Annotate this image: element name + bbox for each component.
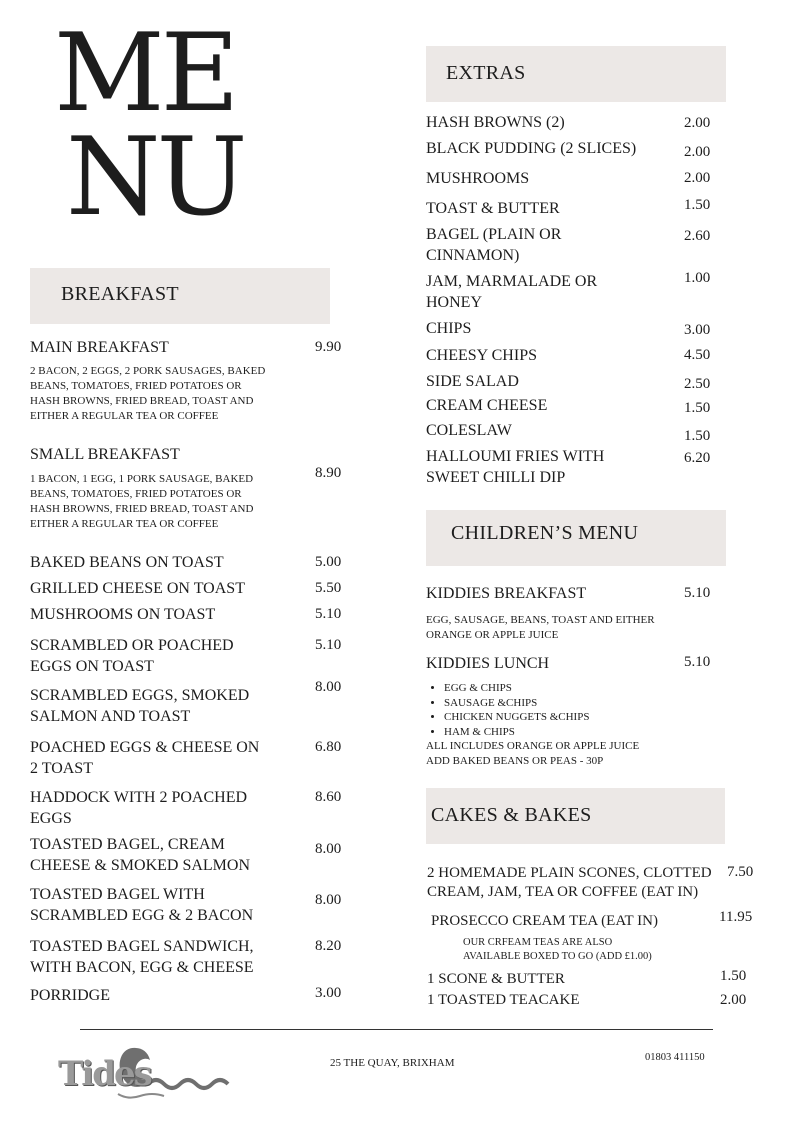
extras-item-price: 2.00 [684, 144, 711, 160]
breakfast-item-name: PORRIDGE [30, 987, 111, 1004]
extras-item-name: COLESLAW [426, 422, 512, 439]
kiddies-breakfast-name: KIDDIES BREAKFAST [426, 585, 587, 602]
small-breakfast-price: 8.90 [315, 465, 342, 481]
breakfast-item-name: TOASTED BAGEL WITH SCRAMBLED EGG & 2 BACON [30, 886, 254, 924]
breakfast-item-price: 8.60 [315, 789, 342, 805]
breakfast-item-price: 8.20 [315, 938, 342, 954]
scone-butter-name: 1 SCONE & BUTTER [427, 971, 565, 987]
breakfast-heading-band [30, 268, 330, 324]
extras-item-name: HALLOUMI FRIES WITH SWEET CHILLI DIP [426, 448, 605, 486]
teacake-price: 2.00 [720, 992, 747, 1008]
menu-title-line2: NU [66, 115, 244, 240]
breakfast-item-name: POACHED EGGS & CHEESE ON 2 TOAST [30, 739, 260, 777]
main-breakfast-price: 9.90 [315, 339, 342, 355]
kiddies-breakfast-price: 5.10 [684, 585, 711, 601]
extras-item-name: CHIPS [426, 320, 472, 337]
kiddies-lunch-note: ALL INCLUDES ORANGE OR APPLE JUICE ADD BAKED BEANS OR PEAS - 30P [426, 740, 640, 767]
cakes-heading-band [426, 788, 725, 844]
footer-divider [80, 1029, 713, 1030]
extras-item-price: 3.00 [684, 322, 711, 338]
extras-item-name: HASH BROWNS (2) [426, 114, 565, 131]
extras-item-price: 2.00 [684, 115, 711, 131]
small-breakfast-desc: 1 BACON, 1 EGG, 1 PORK SAUSAGE, BAKED BEANS, TOMATOES, FRIED POTATOES OR HASH BROWNS, FRIED BREAD, TOAST AND EITHER A REGULAR TEA OR COFFEE [30, 473, 254, 530]
extras-item-name: CREAM CHEESE [426, 397, 548, 414]
breakfast-item-price: 5.00 [315, 554, 342, 570]
small-breakfast-name: SMALL BREAKFAST [30, 446, 180, 463]
breakfast-item-price: 5.10 [315, 606, 342, 622]
extras-item-name: JAM, MARMALADE OR HONEY [426, 273, 598, 311]
breakfast-item-name: SCRAMBLED OR POACHED EGGS ON TOAST [30, 637, 234, 675]
scones-name: 2 HOMEMADE PLAIN SCONES, CLOTTED CREAM, JAM, TEA OR COFFEE (EAT IN) [427, 865, 712, 900]
extras-item-price: 1.50 [684, 197, 711, 213]
breakfast-item-price: 3.00 [315, 985, 342, 1001]
extras-item-name: TOAST & BUTTER [426, 200, 560, 217]
scone-butter-price: 1.50 [720, 968, 747, 984]
extras-item-name: BLACK PUDDING (2 SLICES) [426, 140, 637, 157]
breakfast-item-name: GRILLED CHEESE ON TOAST [30, 580, 245, 597]
extras-item-name: CHEESY CHIPS [426, 347, 537, 364]
prosecco-price: 11.95 [719, 909, 753, 925]
breakfast-item-name: TOASTED BAGEL, CREAM CHEESE & SMOKED SALMON [30, 836, 251, 874]
breakfast-item-price: 8.00 [315, 679, 342, 695]
footer-address: 25 THE QUAY, BRIXHAM [330, 1057, 455, 1069]
breakfast-item-price: 6.80 [315, 739, 342, 755]
extras-item-price: 1.50 [684, 400, 711, 416]
breakfast-item-name: HADDOCK WITH 2 POACHED EGGS [30, 789, 248, 827]
children-heading: CHILDREN’S MENU [451, 522, 639, 544]
prosecco-name: PROSECCO CREAM TEA (EAT IN) [431, 913, 658, 929]
extras-item-price: 2.00 [684, 170, 711, 186]
tides-logo [56, 1040, 236, 1102]
breakfast-heading: BREAKFAST [61, 283, 179, 305]
kiddies-lunch-options [426, 681, 589, 739]
breakfast-item-name: SCRAMBLED EGGS, SMOKED SALMON AND TOAST [30, 687, 250, 725]
list-item: • EGG & CHIPS [444, 681, 589, 696]
cakes-heading: CAKES & BAKES [431, 804, 592, 826]
kiddies-lunch-price: 5.10 [684, 654, 711, 670]
menu-title-line1: ME [54, 11, 236, 136]
scones-price: 7.50 [727, 864, 754, 880]
prosecco-desc: OUR CRFEAM TEAS ARE ALSO AVAILABLE BOXED TO GO (ADD £1.00) [463, 937, 652, 962]
extras-item-name: MUSHROOMS [426, 170, 530, 187]
breakfast-item-price: 5.50 [315, 580, 342, 596]
teacake-name: 1 TOASTED TEACAKE [427, 992, 580, 1008]
children-heading-band [426, 510, 726, 566]
list-item: • CHICKEN NUGGETS &CHIPS [444, 710, 589, 725]
extras-item-price: 4.50 [684, 347, 711, 363]
menu-title [54, 11, 244, 240]
extras-item-price: 6.20 [684, 450, 711, 466]
extras-item-price: 2.60 [684, 228, 711, 244]
kiddies-breakfast-desc: EGG, SAUSAGE, BEANS, TOAST AND EITHER ORANGE OR APPLE JUICE [426, 614, 655, 641]
breakfast-item-price: 5.10 [315, 637, 342, 653]
list-item: • SAUSAGE &CHIPS [444, 696, 589, 711]
extras-heading: EXTRAS [446, 62, 526, 84]
list-item: • HAM & CHIPS [444, 725, 589, 740]
main-breakfast-name: MAIN BREAKFAST [30, 339, 169, 356]
logo-text: Tides [58, 1054, 151, 1094]
breakfast-item-price: 8.00 [315, 892, 342, 908]
breakfast-item-name: BAKED BEANS ON TOAST [30, 554, 224, 571]
extras-item-price: 1.00 [684, 270, 711, 286]
extras-item-name: SIDE SALAD [426, 373, 519, 390]
breakfast-item-name: MUSHROOMS ON TOAST [30, 606, 216, 623]
main-breakfast-desc: 2 BACON, 2 EGGS, 2 PORK SAUSAGES, BAKED BEANS, TOMATOES, FRIED POTATOES OR HASH BROWNS, FRIED BREAD, TOAST AND EITHER A REGULAR TEA OR COFFEE [30, 365, 266, 422]
footer-phone: 01803 411150 [645, 1052, 705, 1063]
extras-item-price: 1.50 [684, 428, 711, 444]
kiddies-lunch-name: KIDDIES LUNCH [426, 655, 550, 672]
breakfast-item-price: 8.00 [315, 841, 342, 857]
extras-item-price: 2.50 [684, 376, 711, 392]
breakfast-item-name: TOASTED BAGEL SANDWICH, WITH BACON, EGG & CHEESE [30, 938, 254, 976]
extras-heading-band [426, 46, 726, 102]
extras-item-name: BAGEL (PLAIN OR CINNAMON) [426, 226, 562, 264]
